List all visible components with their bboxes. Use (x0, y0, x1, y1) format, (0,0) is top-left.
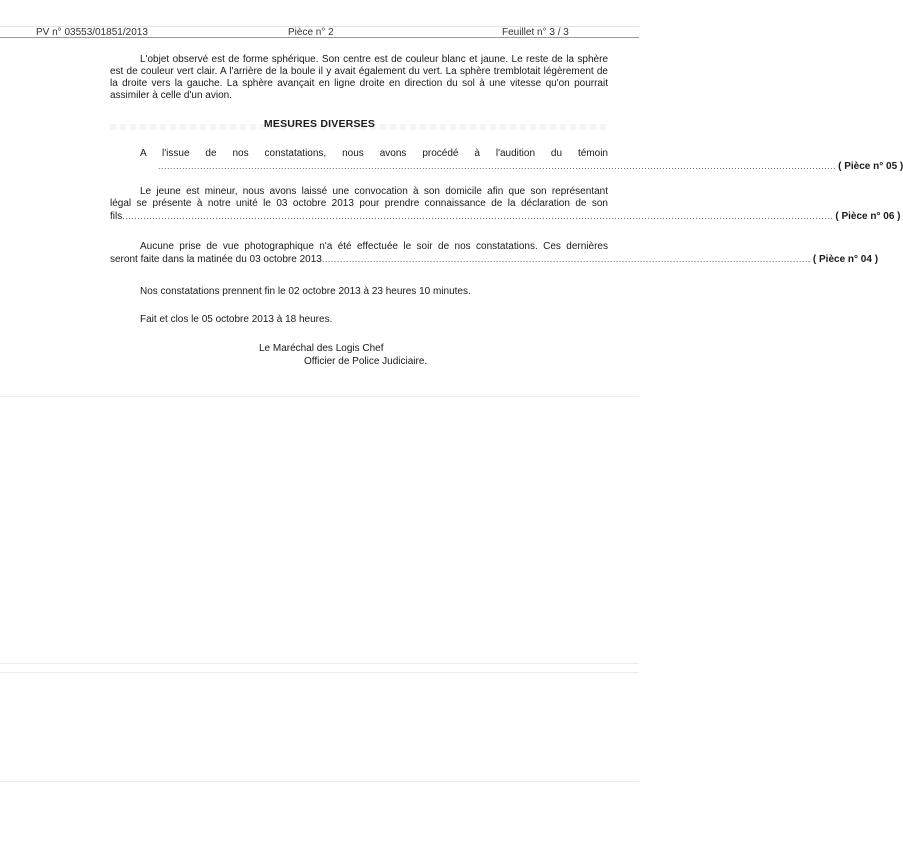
piece-ref-04: ( Pièce n° 04 ) (812, 254, 879, 265)
photo-line-2: seront faite dans la matinée du 03 octobre 2013 (110, 254, 322, 265)
piece-number: Pièce n° 2 (288, 27, 334, 38)
dot-leader: ............................................................................................................................................................................................................................................. (122, 211, 834, 221)
photo-dots-line (110, 253, 879, 266)
scan-artifact-line (0, 396, 639, 397)
audition-dots-line (110, 160, 903, 173)
paragraph-mineur (110, 186, 901, 223)
signature-role: Officier de Police Judiciaire. (304, 356, 428, 367)
feuillet-number: Feuillet n° 3 / 3 (502, 27, 569, 38)
scan-artifact-line (0, 663, 639, 664)
signature-rank: Le Maréchal des Logis Chef (259, 343, 384, 354)
piece-ref-06: ( Pièce n° 06 ) (835, 211, 901, 222)
section-heading: MESURES DIVERSES (263, 118, 376, 130)
mineur-dots-line (110, 210, 901, 223)
page-header (0, 0, 639, 40)
scan-artifact-line (0, 672, 639, 673)
piece-ref-05: ( Pièce n° 05 ) (838, 161, 903, 172)
closing-fait-clos: Fait et clos le 05 octobre 2013 à 18 heures. (140, 314, 333, 325)
pv-number: PV n° 03553/01851/2013 (36, 27, 148, 38)
audition-text: A l'issue de nos constatations, nous avons procédé à l'audition du témoin (140, 148, 608, 159)
dot-leader: ................................................................................................................................................................... (321, 254, 811, 264)
mineur-line-2: légal se présente à notre unité le 03 octobre 2013 pour prendre connaissance de la déclaration de son (110, 198, 608, 209)
photo-line-1: Aucune prise de vue photographique n'a été effectuée le soir de nos constatations. Ces dernières (140, 241, 608, 252)
mineur-line-3: fils (110, 211, 123, 222)
paragraph-photo (110, 241, 879, 266)
scan-artifact-line (0, 781, 639, 782)
mineur-line-1: Le jeune est mineur, nous avons laissé une convocation à son domicile afin que son représentant (140, 186, 608, 197)
closing-constatations: Nos constatations prennent fin le 02 octobre 2013 à 23 heures 10 minutes. (140, 286, 471, 297)
intro-paragraph: L'objet observé est de forme sphérique. Son centre est de couleur blanc et jaune. Le reste de la sphère est de couleur vert clair. A l'arrière de la boule il y avait également du vert. La sphère tremblotait légèrement de la droite vers la gauche. La sphère avançait en ligne droite en direction du sol à une vitesse qu'on pourrait assimiler à celle d'un avion. (110, 54, 608, 101)
dot-leader: .................................................................................................................................................................................................................................. (158, 161, 837, 171)
header-rule (0, 37, 639, 38)
paragraph-audition (110, 148, 903, 173)
